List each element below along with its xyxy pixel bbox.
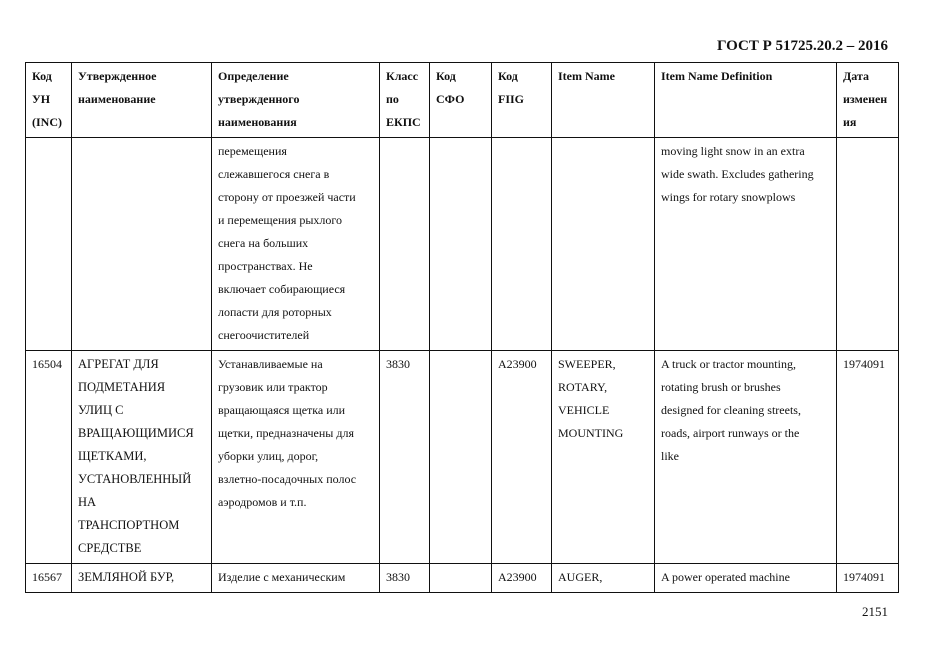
document-code: ГОСТ Р 51725.20.2 – 2016 bbox=[716, 38, 888, 54]
cell-item-definition: A truck or tractor mounting, rotating brush or brushes designed for cleaning streets, roads, airport runways or the like bbox=[655, 351, 837, 564]
column-header-item-name: Item Name bbox=[552, 63, 655, 138]
cell-date: 1974091 bbox=[837, 564, 899, 593]
cell-item-definition: moving light snow in an extra wide swath. Excludes gathering wings for rotary snowplows bbox=[655, 138, 837, 351]
table-row bbox=[26, 351, 899, 564]
cell-definition: Изделие с механическим bbox=[212, 564, 380, 593]
cell-date bbox=[837, 138, 899, 351]
cell-date: 1974091 bbox=[837, 351, 899, 564]
cell-sfo bbox=[430, 351, 492, 564]
cell-item-definition: A power operated machine bbox=[655, 564, 837, 593]
cell-name: ЗЕМЛЯНОЙ БУР, bbox=[72, 564, 212, 593]
cell-item-name bbox=[552, 138, 655, 351]
column-header-fiig-code: Код FIIG bbox=[492, 63, 552, 138]
table-row bbox=[26, 564, 899, 593]
table-row bbox=[26, 138, 899, 351]
cell-name bbox=[72, 138, 212, 351]
cell-item-name: AUGER, bbox=[552, 564, 655, 593]
cell-code: 16504 bbox=[26, 351, 72, 564]
cell-item-name: SWEEPER, ROTARY, VEHICLE MOUNTING bbox=[552, 351, 655, 564]
cell-class: 3830 bbox=[380, 564, 430, 593]
cell-sfo bbox=[430, 138, 492, 351]
cell-class: 3830 bbox=[380, 351, 430, 564]
column-header-change-date: Дата изменен ия bbox=[837, 63, 899, 138]
cell-fiig: A23900 bbox=[492, 351, 552, 564]
cell-fiig: A23900 bbox=[492, 564, 552, 593]
column-header-approved-name: Утвержденное наименование bbox=[72, 63, 212, 138]
table-header-row bbox=[26, 63, 899, 138]
column-header-sfo-code: Код СФО bbox=[430, 63, 492, 138]
cell-fiig bbox=[492, 138, 552, 351]
column-header-ekps-class: Класс по ЕКПС bbox=[380, 63, 430, 138]
cell-class bbox=[380, 138, 430, 351]
cell-sfo bbox=[430, 564, 492, 593]
cell-code: 16567 bbox=[26, 564, 72, 593]
column-header-inc-code: Код УН (INC) bbox=[26, 63, 72, 138]
page-number: 2151 bbox=[862, 604, 888, 619]
column-header-name-definition: Определение утвержденного наименования bbox=[212, 63, 380, 138]
cell-definition: Устанавливаемые на грузовик или трактор вращающаяся щетка или щетки, предназначены для уборки улиц, дорог, взлетно-посадочных полос аэродромов и т.п. bbox=[212, 351, 380, 564]
cell-definition: перемещения слежавшегося снега в сторону от проезжей части и перемещения рыхлого снега на больших пространствах. Не включает собирающиеся лопасти для роторных снегоочистителей bbox=[212, 138, 380, 351]
cell-code bbox=[26, 138, 72, 351]
cell-name: АГРЕГАТ ДЛЯ ПОДМЕТАНИЯ УЛИЦ С ВРАЩАЮЩИМИСЯ ЩЕТКАМИ, УСТАНОВЛЕННЫЙ НА ТРАНСПОРТНОМ СРЕДСТВЕ bbox=[72, 351, 212, 564]
nomenclature-table bbox=[25, 62, 899, 593]
column-header-item-name-definition: Item Name Definition bbox=[655, 63, 837, 138]
